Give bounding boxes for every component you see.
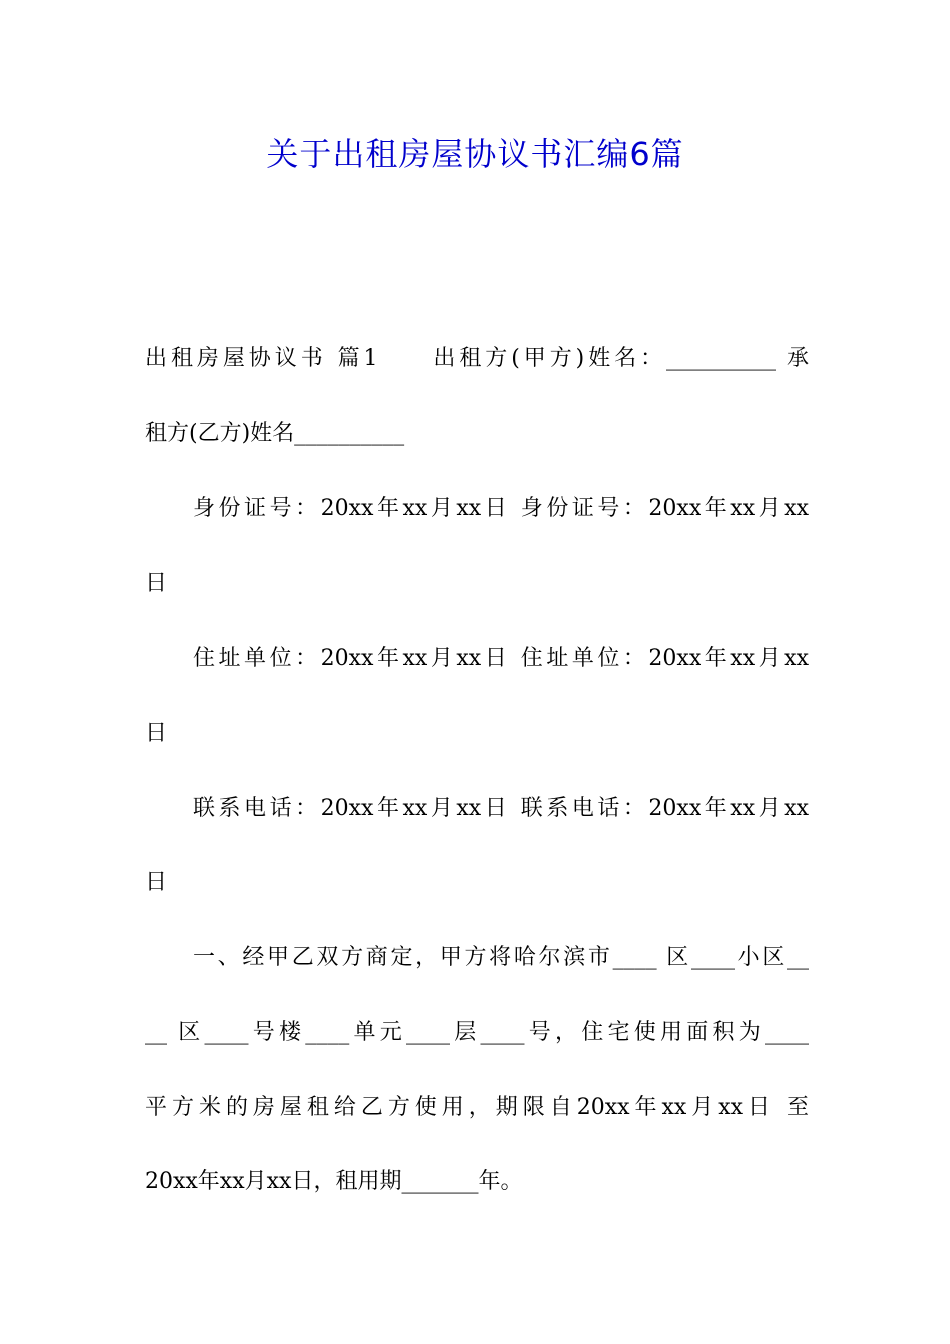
text-line-7: 联系电话：20xx年xx月xx日 联系电话：20xx年xx月xx bbox=[193, 796, 809, 821]
text-line-3: 身份证号：20xx年xx月xx日 身份证号：20xx年xx月xx bbox=[193, 496, 809, 521]
text-line-4: 日 bbox=[145, 571, 168, 596]
text-line-6: 日 bbox=[145, 721, 168, 746]
text-line-12: 20xx年xx月xx日，租用期_______年。 bbox=[145, 1169, 523, 1194]
text-line-2: 租方(乙方)姓名__________ bbox=[145, 421, 405, 446]
text-line-8: 日 bbox=[145, 870, 168, 895]
document-title: 关于出租房屋协议书汇编6篇 bbox=[266, 135, 684, 173]
text-line-10: __ 区____号楼____单元____层____号，住宅使用面积为____ bbox=[145, 1020, 809, 1045]
text-line-5: 住址单位：20xx年xx月xx日 住址单位：20xx年xx月xx bbox=[193, 646, 809, 671]
text-line-1: 出租房屋协议书 篇1 出租方(甲方)姓名：__________ 承 bbox=[145, 346, 809, 371]
text-line-9: 一、经甲乙双方商定，甲方将哈尔滨市____ 区____小区__ bbox=[193, 945, 809, 970]
text-line-11: 平方米的房屋租给乙方使用，期限自20xx年xx月xx日 至 bbox=[145, 1095, 809, 1120]
